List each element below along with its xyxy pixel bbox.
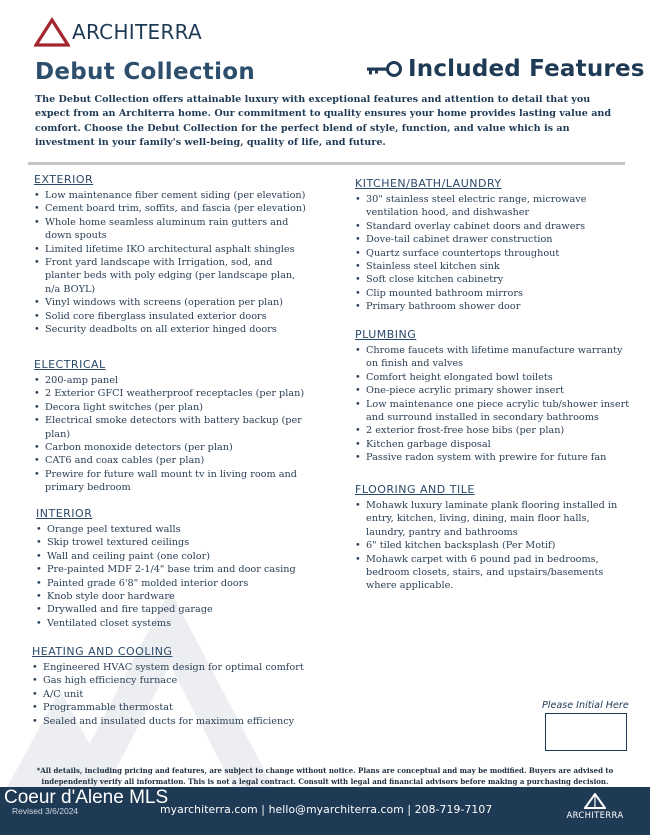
list-item: • Limited lifetime IKO architectural asphalt shingles xyxy=(34,243,309,256)
list-item: • 30" stainless steel electric range, microwave ventilation hood, and dishwasher xyxy=(355,193,630,220)
list-item: • Prewire for future wall mount tv in living room and primary bedroom xyxy=(34,468,309,495)
section-heading: FLOORING AND TILE xyxy=(355,483,475,496)
list-item: • Wall and ceiling paint (one color) xyxy=(36,550,311,563)
list-item: • 200-amp panel xyxy=(34,374,309,387)
initial-label: Please Initial Here xyxy=(542,700,629,711)
list-item: • Cement board trim, soffits, and fascia (per elevation) xyxy=(34,202,309,215)
disclaimer: *All details, including pricing and features, are subject to change without notice. Plans are conceptual and may be modified. Buyers are advised to independently verify all information. This is not a legal contract. Consult with legal and financial advisors before making a purchasing decision. xyxy=(36,766,614,786)
list-item: • Gas high efficiency furnace xyxy=(32,674,322,687)
list-item: • Security deadbolts on all exterior hinged doors xyxy=(34,323,309,336)
section-kitchen-bath-laundry xyxy=(355,177,630,314)
list-item: • Low maintenance one piece acrylic tub/shower insert and surround installed in secondary bathrooms xyxy=(355,398,635,425)
section-interior xyxy=(36,507,311,630)
footer-bar xyxy=(0,787,650,835)
list-item: • Quartz surface countertops throughout xyxy=(355,247,630,260)
list-item: • Dove-tail cabinet drawer construction xyxy=(355,233,630,246)
list-item: • Engineered HVAC system design for optimal comfort xyxy=(32,661,322,674)
brand-logo xyxy=(34,17,202,47)
list-item: • CAT6 and coax cables (per plan) xyxy=(34,454,309,467)
intro-paragraph: The Debut Collection offers attainable luxury with exceptional features and attention to detail that you expect from an Architerra home. Our commitment to quality ensures your home provides lasting value and comfort. Choose the Debut Collection for the perfect blend of style, function, and value which is an investment in your family's well-being, quality of life, and future. xyxy=(35,94,612,148)
list-item: • One-piece acrylic primary shower insert xyxy=(355,384,635,397)
section-electrical xyxy=(34,358,309,495)
list-item: • Knob style door hardware xyxy=(36,590,311,603)
mountain-logo-icon xyxy=(584,793,606,809)
list-item: • Passive radon system with prewire for future fan xyxy=(355,451,635,464)
list-item: • Comfort height elongated bowl toilets xyxy=(355,371,635,384)
list-item: • Solid core fiberglass insulated exterior doors xyxy=(34,310,309,323)
footer-logo xyxy=(560,793,630,821)
list-item: • Chrome faucets with lifetime manufacture warranty on finish and valves xyxy=(355,344,635,371)
section-heading: PLUMBING xyxy=(355,328,417,341)
list-item: • Programmable thermostat xyxy=(32,701,322,714)
list-item: • Drywalled and fire tapped garage xyxy=(36,603,311,616)
initial-field[interactable] xyxy=(545,713,627,751)
list-item: • 6" tiled kitchen backsplash (Per Motif) xyxy=(355,539,630,552)
list-item: • 2 Exterior GFCI weatherproof receptacles (per plan) xyxy=(34,387,309,400)
list-item: • Primary bathroom shower door xyxy=(355,300,630,313)
section-plumbing xyxy=(355,328,635,465)
mountain-logo-icon xyxy=(34,17,70,47)
revised-date: Revised 3/6/2024 xyxy=(12,806,79,816)
features-heading xyxy=(366,56,645,82)
list-item: • Pre-painted MDF 2-1/4" base trim and door casing xyxy=(36,563,311,576)
features-title: Included Features xyxy=(408,56,645,82)
mls-watermark: Coeur d'Alene MLS xyxy=(4,787,169,808)
section-heading: INTERIOR xyxy=(36,507,93,520)
list-item: • Vinyl windows with screens (operation per plan) xyxy=(34,296,309,309)
list-item: • Mohawk carpet with 6 pound pad in bedrooms, bedroom closets, stairs, and upstairs/basements where applicable. xyxy=(355,553,630,593)
list-item: • Painted grade 6'8" molded interior doors xyxy=(36,577,311,590)
list-item: • Standard overlay cabinet doors and drawers xyxy=(355,220,630,233)
list-item: • Electrical smoke detectors with battery backup (per plan) xyxy=(34,414,309,441)
list-item: • Clip mounted bathroom mirrors xyxy=(355,287,630,300)
list-item: • Soft close kitchen cabinetry xyxy=(355,273,630,286)
list-item: • Stainless steel kitchen sink xyxy=(355,260,630,273)
section-heading: ELECTRICAL xyxy=(34,358,106,371)
section-flooring-tile xyxy=(355,483,630,593)
list-item: • Low maintenance fiber cement siding (per elevation) xyxy=(34,189,309,202)
section-exterior xyxy=(34,173,309,336)
divider xyxy=(28,162,625,165)
page-title: Debut Collection xyxy=(35,59,256,85)
list-item: • Skip trowel textured ceilings xyxy=(36,536,311,549)
list-item: • A/C unit xyxy=(32,688,322,701)
section-heading: HEATING AND COOLING xyxy=(32,645,173,658)
list-item: • Kitchen garbage disposal xyxy=(355,438,635,451)
section-heating-cooling xyxy=(32,645,322,728)
list-item: • Front yard landscape with Irrigation, sod, and planter beds with poly edging (per landscape plan, n/a BOYL) xyxy=(34,256,309,296)
list-item: • 2 exterior frost-free hose bibs (per plan) xyxy=(355,424,635,437)
section-heading: KITCHEN/BATH/LAUNDRY xyxy=(355,177,502,190)
brand-name: ARCHITERRA xyxy=(72,20,203,44)
list-item: • Carbon monoxide detectors (per plan) xyxy=(34,441,309,454)
list-item: • Whole home seamless aluminum rain gutters and down spouts xyxy=(34,216,309,243)
list-item: • Decora light switches (per plan) xyxy=(34,401,309,414)
section-heading: EXTERIOR xyxy=(34,173,94,186)
list-item: • Orange peel textured walls xyxy=(36,523,311,536)
footer-brand-name: ARCHITERRA xyxy=(566,811,624,821)
list-item: • Ventilated closet systems xyxy=(36,617,311,630)
contact-info: myarchiterra.com | hello@myarchiterra.com | 208-719-7107 xyxy=(160,803,493,816)
list-item: • Mohawk luxury laminate plank flooring installed in entry, kitchen, living, dining, main floor halls, laundry, pantry and bathrooms xyxy=(355,499,630,539)
key-icon xyxy=(366,60,403,78)
list-item: • Sealed and insulated ducts for maximum efficiency xyxy=(32,715,322,728)
